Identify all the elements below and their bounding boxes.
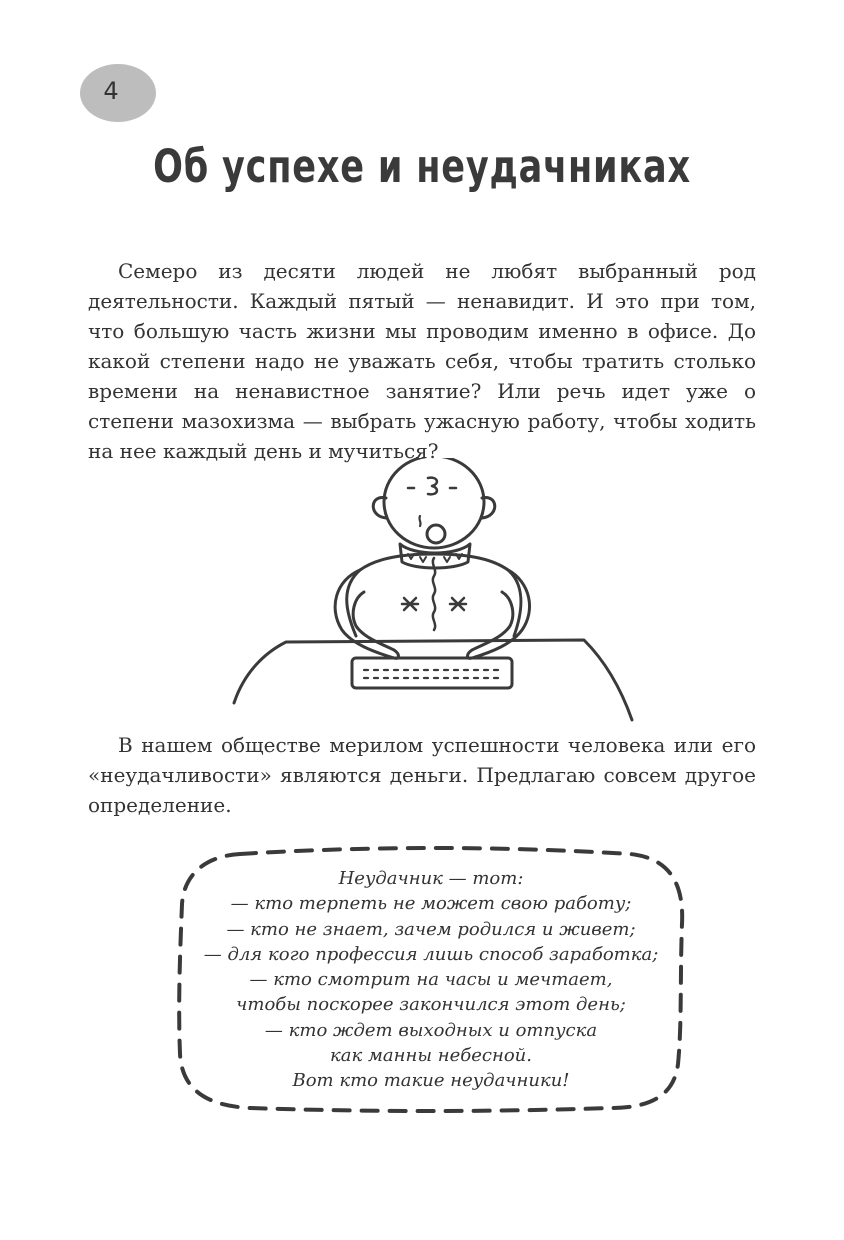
- page-number-badge: [80, 64, 156, 122]
- patch-right: [450, 598, 466, 610]
- failure-definition-quote: [170, 866, 692, 1094]
- desk-outline: [234, 640, 632, 720]
- quote-line: Неудачник — тот:: [338, 868, 524, 889]
- quote-line: — кто смотрит на часы и мечтает,: [249, 969, 613, 991]
- quote-line: как манны небесной.: [330, 1045, 532, 1067]
- nose: [428, 478, 437, 495]
- quote-line: — кто терпеть не может свою работу;: [230, 893, 632, 915]
- quote-line: чтобы поскорее закончился этот день;: [236, 994, 626, 1016]
- chapter-title: Об успехе и неудачниках: [153, 140, 691, 193]
- page-number: 4: [103, 77, 119, 105]
- quote-line: — для кого профессия лишь способ заработка;: [203, 943, 659, 965]
- quote-line: Вот кто такие неудачники!: [292, 1070, 570, 1092]
- paragraph-intro: Семеро из десяти людей не любят выбранный род деятельности. Каждый пятый — ненавидит. И это при том, что большую часть жизни мы проводим именно в офисе. До какой степени надо не уважать себя, чтобы тратить столько времени на ненавистное занятие? Или речь идет уже о степени мазохизма — выбрать ужасную работу, чтобы ходить на нее каждый день и мучиться?: [88, 259, 756, 463]
- mouth: [427, 525, 445, 543]
- patch-left: [402, 598, 418, 610]
- head: [384, 458, 484, 548]
- keyboard: [352, 658, 512, 688]
- left-arm: [335, 570, 398, 658]
- quote-line: — кто не знает, зачем родился и живет;: [226, 918, 636, 940]
- office-worker-illustration: [224, 458, 644, 730]
- quote-line: — кто ждет выходных и отпуска: [264, 1019, 598, 1041]
- paragraph-definition: В нашем обществе мерилом успешности человека или его «неудачливости» являются деньги. Предлагаю совсем другое определение.: [88, 733, 756, 817]
